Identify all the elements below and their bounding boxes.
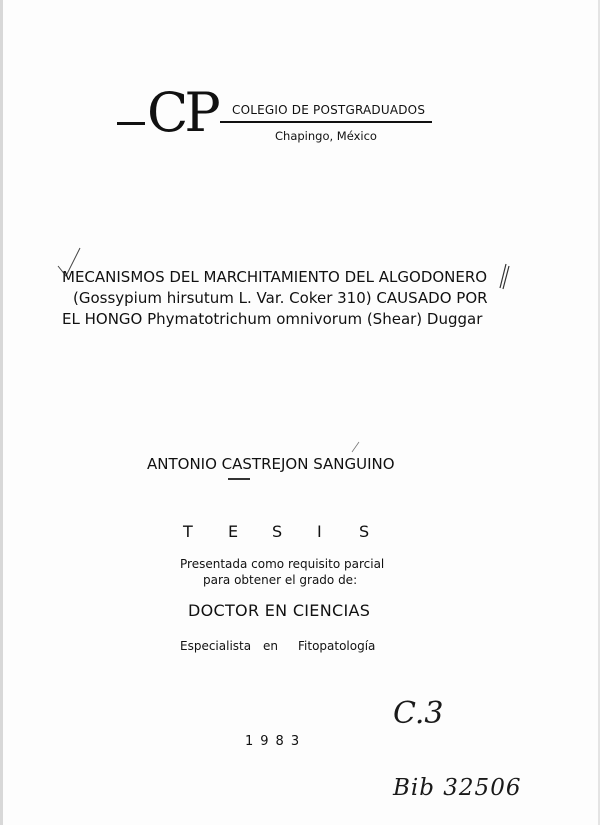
logo-cp: CP: [147, 81, 217, 144]
tesis-letter: E: [228, 522, 239, 541]
tesis-letter: I: [317, 522, 322, 541]
title-line-3: [62, 310, 482, 328]
pencil-slash-marks-icon: [496, 262, 510, 290]
title-line-2: (Gossypium hirsutum L. Var. Coker 310) CAUSADO POR: [73, 289, 488, 307]
tesis-letter: S: [272, 522, 283, 541]
header-rule: [220, 121, 432, 123]
handwritten-library-number: Bib 32506: [393, 775, 522, 801]
page-edge-left: [0, 0, 3, 825]
degree-title: DOCTOR EN CIENCIAS: [188, 601, 371, 620]
presented-line-2: para obtener el grado de:: [203, 573, 358, 587]
specialty-word: Especialista: [180, 639, 252, 653]
logo-dash: [117, 122, 145, 125]
pencil-tick-icon: [351, 441, 361, 453]
title-line-3-suffix: (Shear) Duggar: [362, 310, 483, 328]
tesis-letter: S: [359, 522, 370, 541]
specialty-word: Fitopatología: [298, 639, 376, 653]
author-underline: [228, 478, 250, 480]
specialty-word: en: [263, 639, 278, 653]
publication-year: 1983: [245, 734, 307, 749]
presented-line-1: Presentada como requisito parcial: [180, 557, 385, 571]
institution-name: COLEGIO DE POSTGRADUADOS: [232, 103, 426, 117]
title-line-1: MECANISMOS DEL MARCHITAMIENTO DEL ALGODONERO: [62, 268, 488, 286]
handwritten-copy-note: C.3: [393, 696, 444, 731]
author-name: ANTONIO CASTREJON SANGUINO: [147, 455, 395, 473]
species-name: Phymatotrichum omnivorum: [147, 310, 363, 328]
institution-location: Chapingo, México: [275, 129, 377, 143]
tesis-letter: T: [183, 522, 193, 541]
title-line-3-prefix: EL HONGO: [62, 310, 148, 328]
